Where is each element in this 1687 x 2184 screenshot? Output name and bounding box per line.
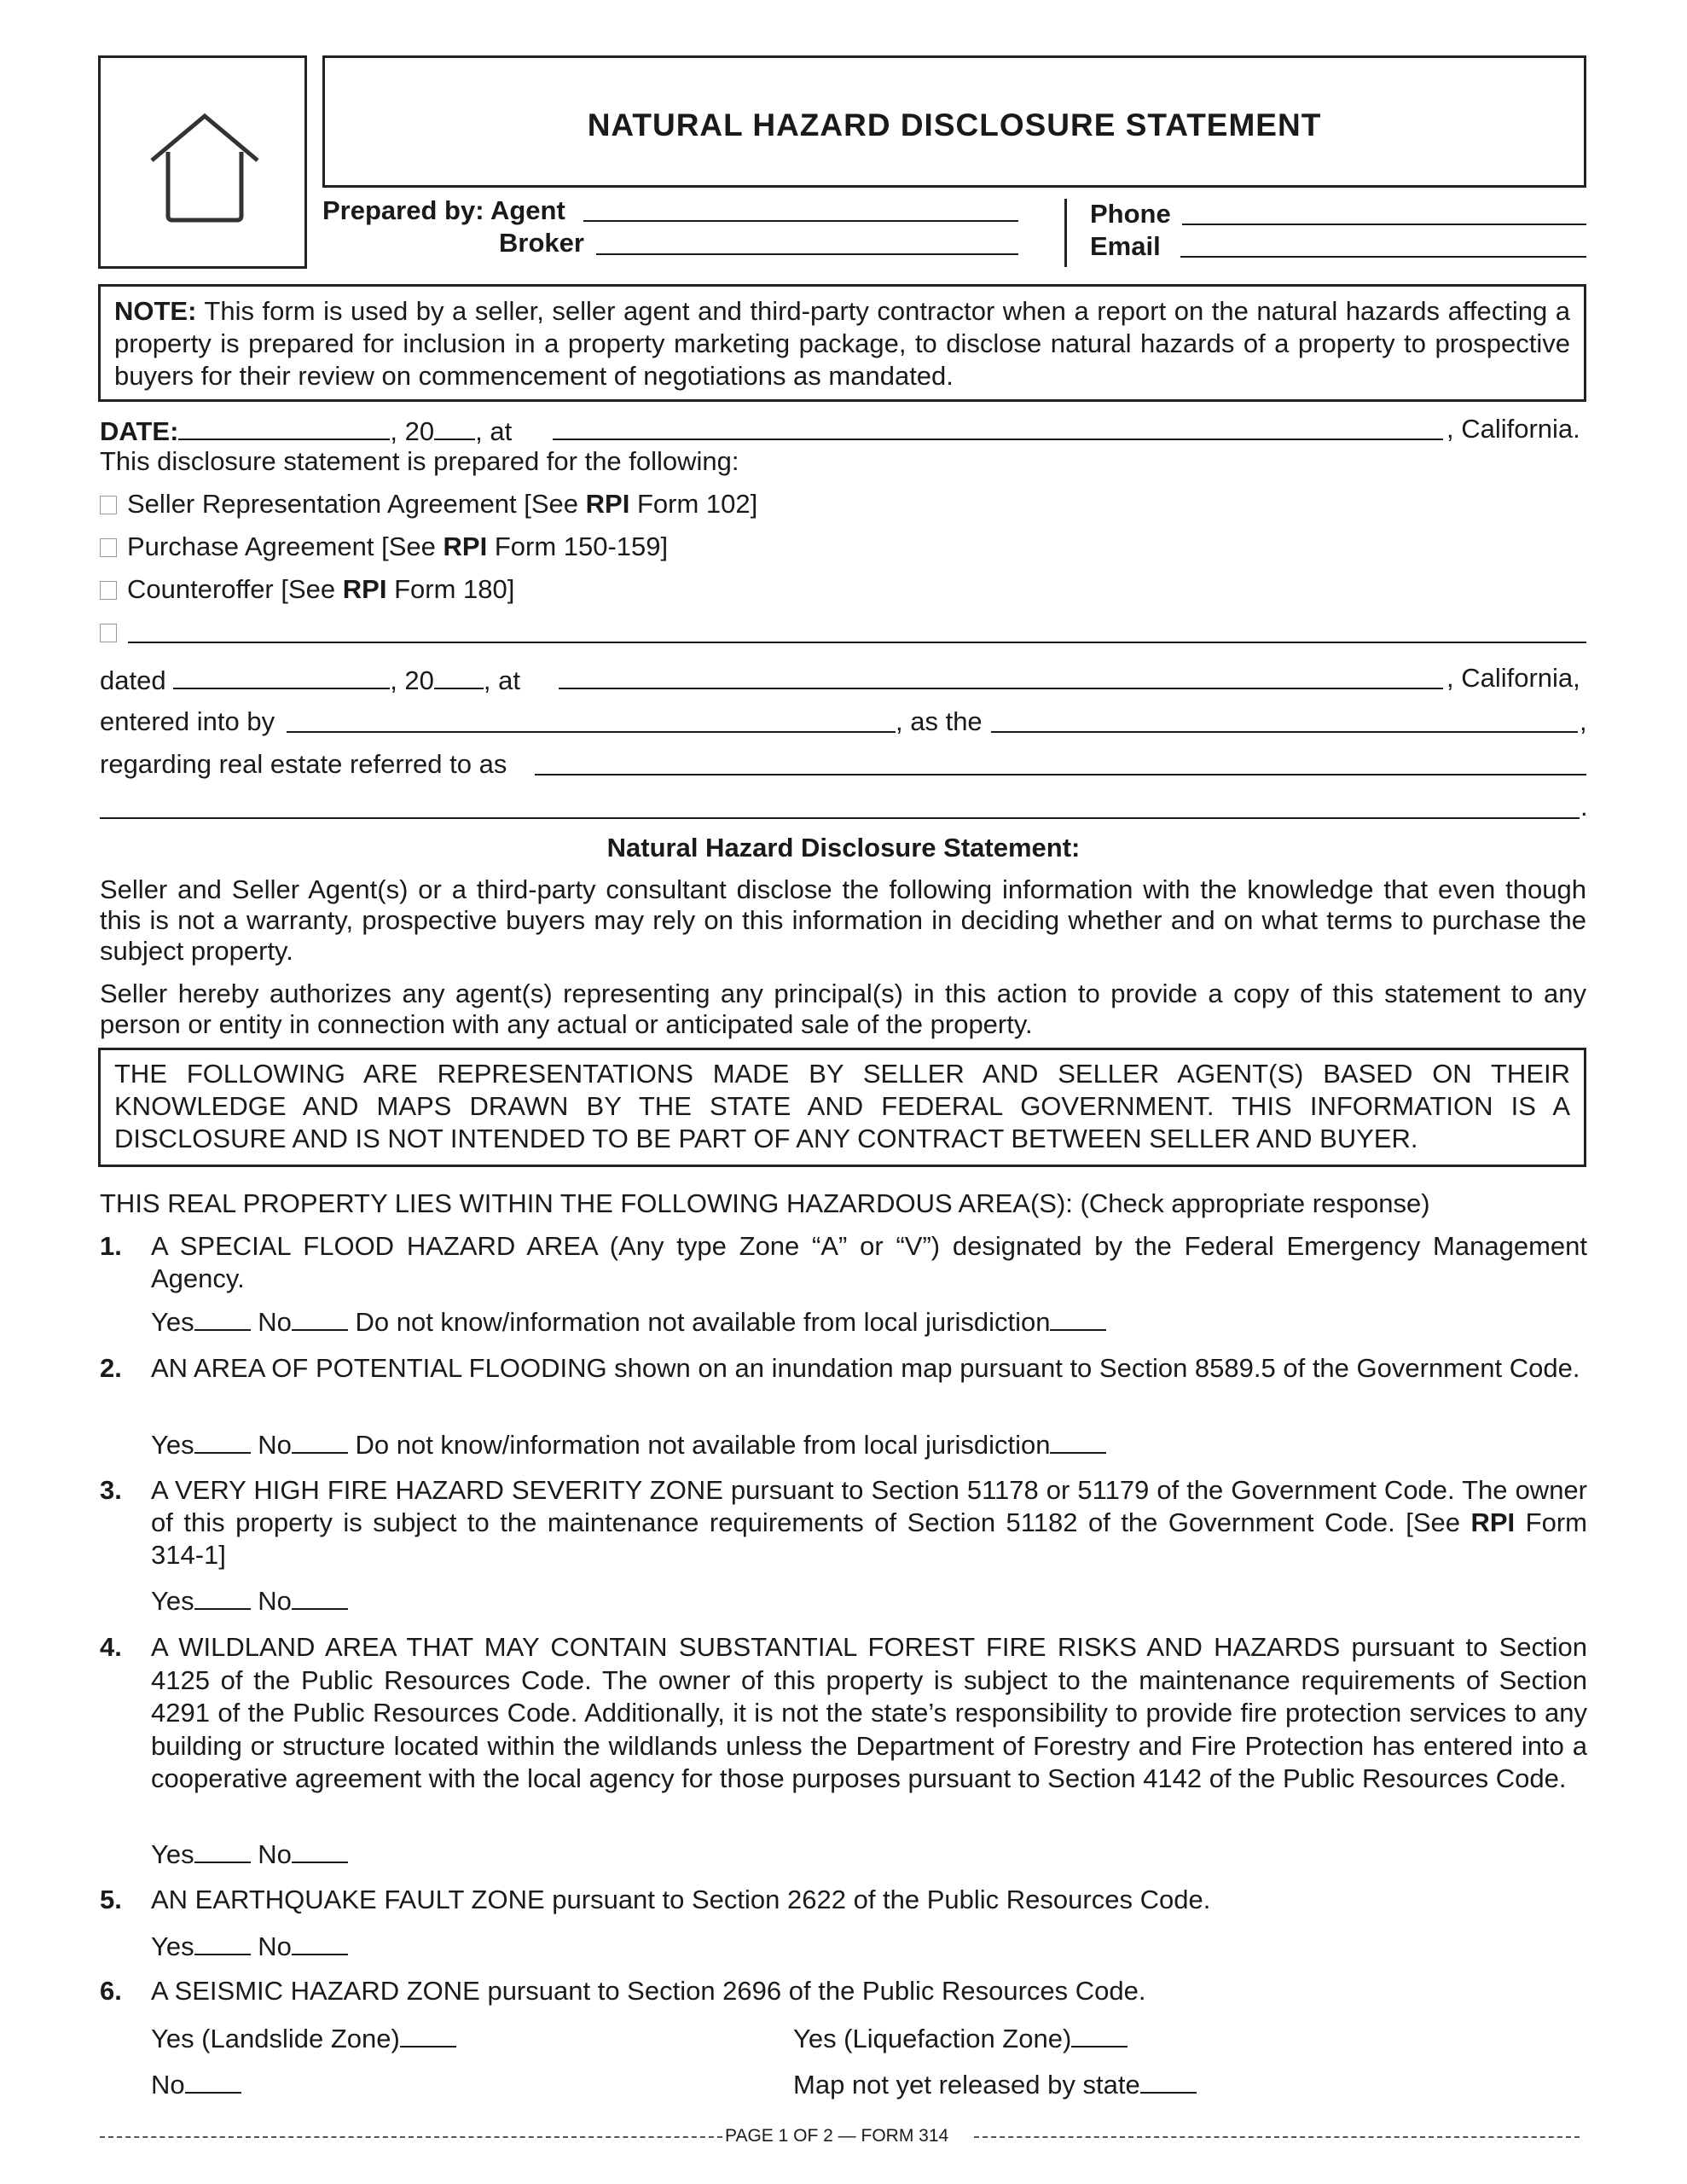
as-the-field[interactable]	[991, 731, 1578, 733]
prepared-for-intro: This disclosure statement is prepared for the following:	[100, 446, 739, 476]
footer-dash-left	[100, 2136, 722, 2138]
no-field[interactable]	[292, 1584, 348, 1610]
yes-field[interactable]	[194, 1305, 251, 1331]
title-box	[322, 55, 1586, 188]
regarding-field[interactable]	[535, 774, 1586, 775]
email-field[interactable]	[1180, 256, 1586, 258]
date-line: DATE: , 20 , at	[100, 413, 1588, 449]
map-not-released-option: Map not yet released by state	[793, 2068, 1197, 2102]
item-number: 1.	[100, 1231, 122, 1261]
no-field[interactable]	[185, 2068, 241, 2094]
representation-box: THE FOLLOWING ARE REPRESENTATIONS MADE BY SELLER AND SELLER AGENT(S) BASED ON THEIR KNOWLEDGE AND MAPS DRAWN BY THE STATE AND FEDERAL GOVERNMENT. THIS INFORMATION IS A DISCLOSURE AND IS NOT INTENDED TO BE PART OF ANY CONTRACT BETWEEN SELLER AND BUYER.	[98, 1048, 1586, 1167]
item-text: AN EARTHQUAKE FAULT ZONE pursuant to Section 2622 of the Public Resources Code.	[151, 1885, 1211, 1914]
landslide-option: Yes (Landslide Zone)	[151, 2022, 456, 2056]
no-field[interactable]	[292, 1305, 348, 1331]
note-box	[98, 284, 1586, 402]
no-field[interactable]	[292, 1930, 348, 1955]
item-number: 2.	[100, 1353, 122, 1383]
yes-field[interactable]	[194, 1428, 251, 1454]
other-agreement-field[interactable]	[128, 642, 1586, 643]
regarding-label: regarding real estate referred to as	[100, 749, 507, 779]
item-number: 6.	[100, 1976, 122, 2006]
footer-page-label: PAGE 1 OF 2 — FORM 314	[725, 2126, 949, 2146]
logo-box	[98, 55, 307, 269]
no-field[interactable]	[292, 1428, 348, 1454]
no-field[interactable]	[292, 1838, 348, 1863]
header-divider	[1064, 199, 1067, 267]
checkbox[interactable]	[100, 496, 117, 514]
broker-field[interactable]	[596, 253, 1018, 255]
phone-field[interactable]	[1182, 224, 1586, 225]
hazard-intro: THIS REAL PROPERTY LIES WITHIN THE FOLLOWING HAZARDOUS AREA(S): (Check appropriate response)	[100, 1188, 1430, 1218]
checkbox[interactable]	[100, 581, 117, 600]
date-field[interactable]	[178, 413, 390, 440]
broker-label: Broker	[499, 228, 584, 258]
email-label: Email	[1090, 231, 1161, 261]
entered-by-field[interactable]	[287, 731, 896, 733]
paragraph: Seller and Seller Agent(s) or a third-party consultant disclose the following information with the knowledge that even though this is not a warranty, prospective buyers may rely on this information in deciding whether and on what terms to purchase the subject property.	[100, 874, 1586, 966]
item-text: A SPECIAL FLOOD HAZARD AREA (Any type Zone “A” or “V”) designated by the Federal Emergency Management Agency.	[151, 1231, 1587, 1293]
seismic-no-option: No	[151, 2068, 241, 2102]
unknown-field[interactable]	[1050, 1428, 1106, 1454]
phone-label: Phone	[1090, 199, 1171, 229]
dated-field[interactable]	[173, 662, 390, 689]
item-text: AN AREA OF POTENTIAL FLOODING shown on an inundation map pursuant to Section 8589.5 of the Government Code.	[151, 1353, 1580, 1383]
map-not-released-field[interactable]	[1140, 2068, 1197, 2094]
note-label: NOTE:	[114, 296, 197, 326]
dated-year-field[interactable]	[434, 662, 484, 689]
item-5-response: Yes No	[151, 1930, 348, 1964]
item-2-response: Yes No Do not know/information not available from local jurisdiction	[151, 1428, 1106, 1462]
item-text: A VERY HIGH FIRE HAZARD SEVERITY ZONE pursuant to Section 51178 or 51179 of the Government Code. The owner of this property is subject to the maintenance requirements of Section 51182 of the Government Code. [See RPI Form 314-1]	[151, 1475, 1587, 1570]
as-the-label: , as the	[896, 706, 983, 736]
date-california: , California.	[1446, 414, 1580, 444]
agreement-item[interactable]: Seller Representation Agreement [See RPI Form 102]	[100, 488, 757, 521]
dated-california: , California,	[1446, 663, 1580, 693]
checkbox[interactable]	[100, 538, 117, 557]
item-1-response: Yes No Do not know/information not available from local jurisdiction	[151, 1305, 1106, 1339]
regarding-period: .	[1580, 792, 1588, 822]
footer-dash-right	[974, 2136, 1580, 2138]
agreement-item[interactable]: Counteroffer [See RPI Form 180]	[100, 573, 514, 607]
item-number: 5.	[100, 1885, 122, 1914]
item-4-response: Yes No	[151, 1838, 348, 1872]
liquefaction-field[interactable]	[1071, 2022, 1128, 2048]
item-text: A WILDLAND AREA THAT MAY CONTAIN SUBSTANTIAL FOREST FIRE RISKS AND HAZARDS pursuant to Section 4125 of the Public Resources Code. The owner of this property is subject to the maintenance requirements of Section 4291 of the Public Resources Code. Additionally, it is not the state’s responsibility to provide fire protection services to any building or structure located within the wildlands unless the Department of Forestry and Fire Protection has entered into a cooperative agreement with the local agency for those purposes pursuant to Section 4142 of the Public Resources Code.	[151, 1632, 1587, 1793]
item-number: 4.	[100, 1632, 122, 1662]
house-icon	[101, 58, 310, 271]
year-field[interactable]	[434, 413, 475, 440]
item-number: 3.	[100, 1475, 122, 1505]
checkbox[interactable]	[100, 624, 117, 642]
regarding-field-2[interactable]	[100, 817, 1580, 819]
agreement-item-other[interactable]	[100, 616, 127, 649]
entered-comma: ,	[1580, 706, 1587, 736]
yes-field[interactable]	[194, 1838, 251, 1863]
item-3-response: Yes No	[151, 1584, 348, 1618]
dated-line: dated , 20 , at	[100, 662, 520, 698]
paragraph: Seller hereby authorizes any agent(s) representing any principal(s) in this action to provide a copy of this statement to any person or entity in connection with any actual or anticipated sale of the property.	[100, 979, 1586, 1039]
unknown-field[interactable]	[1050, 1305, 1106, 1331]
yes-field[interactable]	[194, 1930, 251, 1955]
landslide-field[interactable]	[400, 2022, 456, 2048]
agent-label: Prepared by: Agent	[322, 195, 565, 225]
liquefaction-option: Yes (Liquefaction Zone)	[793, 2022, 1128, 2056]
section-title: Natural Hazard Disclosure Statement:	[606, 833, 1081, 863]
page-title: NATURAL HAZARD DISCLOSURE STATEMENT	[587, 107, 1322, 142]
agreement-item[interactable]: Purchase Agreement [See RPI Form 150-159]	[100, 531, 668, 564]
item-text: A SEISMIC HAZARD ZONE pursuant to Section 2696 of the Public Resources Code.	[151, 1976, 1146, 2006]
date-location-field[interactable]	[553, 439, 1443, 440]
dated-location-field[interactable]	[559, 688, 1443, 689]
entered-line: entered into by	[100, 706, 275, 736]
note-text: NOTE: This form is used by a seller, seller agent and third-party contractor when a report on the natural hazards affecting a property is prepared for inclusion in a property marketing package, to disclose natural hazards of a property to prospective buyers for their review on commencement of negotiations as mandated.	[114, 296, 1570, 391]
agent-field[interactable]	[583, 220, 1018, 222]
yes-field[interactable]	[194, 1584, 251, 1610]
